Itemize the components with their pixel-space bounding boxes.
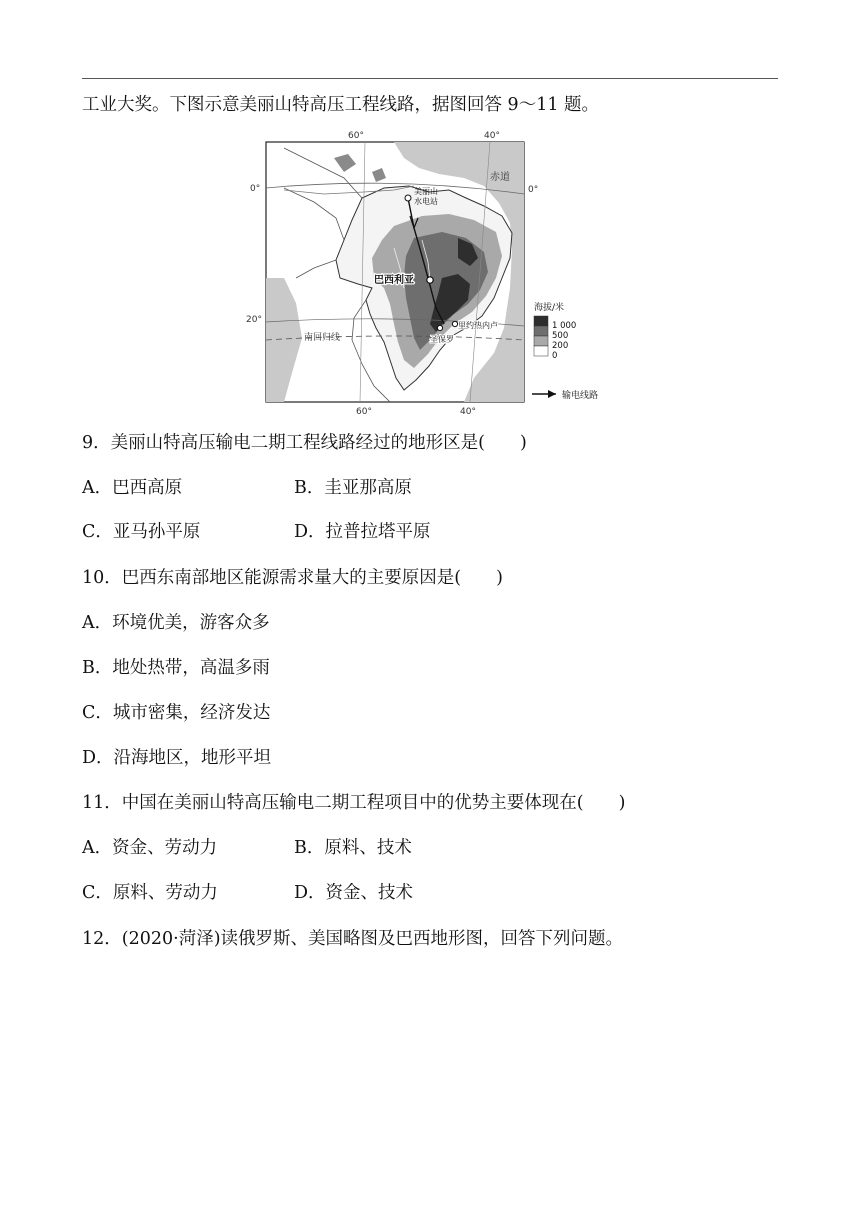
legend-swatch-0 xyxy=(534,346,548,356)
q9-option-a: A．巴西高原 xyxy=(82,478,183,498)
lon-label-60-bottom: 60° xyxy=(356,407,372,417)
lon-label-40-bottom: 40° xyxy=(460,407,476,417)
tropic-label: 南回归线 xyxy=(304,333,341,343)
equator-label: 赤道 xyxy=(490,172,510,183)
q10-option-c: C．城市密集，经济发达 xyxy=(82,703,271,723)
rio-label: 里约热内卢 xyxy=(458,321,498,330)
legend-value-1000: 1 000 xyxy=(552,321,577,331)
q10-stem: 10．巴西东南部地区能源需求量大的主要原因是( ) xyxy=(82,568,503,588)
q9-option-c: C．亚马孙平原 xyxy=(82,522,201,542)
rio-marker xyxy=(452,321,457,326)
q10-option-a: A．环境优美，游客众多 xyxy=(82,613,270,633)
q9-stem: 9．美丽山特高压输电二期工程线路经过的地形区是( ) xyxy=(82,433,527,453)
legend-value-0: 0 xyxy=(552,351,558,361)
legend-route-label: 输电线路 xyxy=(562,391,599,401)
saopaulo-marker xyxy=(437,325,442,330)
legend-route-arrow xyxy=(548,390,556,398)
lat-label-20: 20° xyxy=(246,315,262,325)
station-label-1: 美丽山 xyxy=(414,187,438,196)
brazil-map xyxy=(244,128,624,418)
q10-option-d: D．沿海地区，地形平坦 xyxy=(82,748,272,768)
q11-option-d: D．资金、技术 xyxy=(294,883,414,903)
legend-swatch-200 xyxy=(534,336,548,346)
brasilia-label: 巴西利亚 xyxy=(374,275,414,286)
legend-swatch-1000 xyxy=(534,316,548,326)
q9-option-b: B．圭亚那高原 xyxy=(294,478,412,498)
intro-text: 工业大奖。下图示意美丽山特高压工程线路，据图回答 9～11 题。 xyxy=(82,95,600,115)
station-label-2: 水电站 xyxy=(414,197,438,206)
lon-label-60-top: 60° xyxy=(348,131,364,141)
q12-stem: 12．(2020·菏泽)读俄罗斯、美国略图及巴西地形图，回答下列问题。 xyxy=(82,929,624,949)
saopaulo-label: 圣保罗 xyxy=(430,335,454,344)
legend-value-500: 500 xyxy=(552,331,569,341)
q10-option-b: B．地处热带，高温多雨 xyxy=(82,658,270,678)
q11-option-a: A．资金、劳动力 xyxy=(82,838,218,858)
lat-label-0-right: 0° xyxy=(528,185,539,195)
legend-value-200: 200 xyxy=(552,341,569,351)
legend-swatch-500 xyxy=(534,326,548,336)
q11-stem: 11．中国在美丽山特高压输电二期工程项目中的优势主要体现在( ) xyxy=(82,793,626,813)
lat-label-0-left: 0° xyxy=(250,184,261,194)
brasilia-marker xyxy=(427,277,433,283)
station-marker xyxy=(405,195,411,201)
lon-label-40-top: 40° xyxy=(484,131,500,141)
q9-option-d: D．拉普拉塔平原 xyxy=(294,522,431,542)
legend-title: 海拔/米 xyxy=(534,303,565,313)
q11-option-c: C．原料、劳动力 xyxy=(82,883,218,903)
top-rule xyxy=(82,78,778,79)
q11-option-b: B．原料、技术 xyxy=(294,838,412,858)
